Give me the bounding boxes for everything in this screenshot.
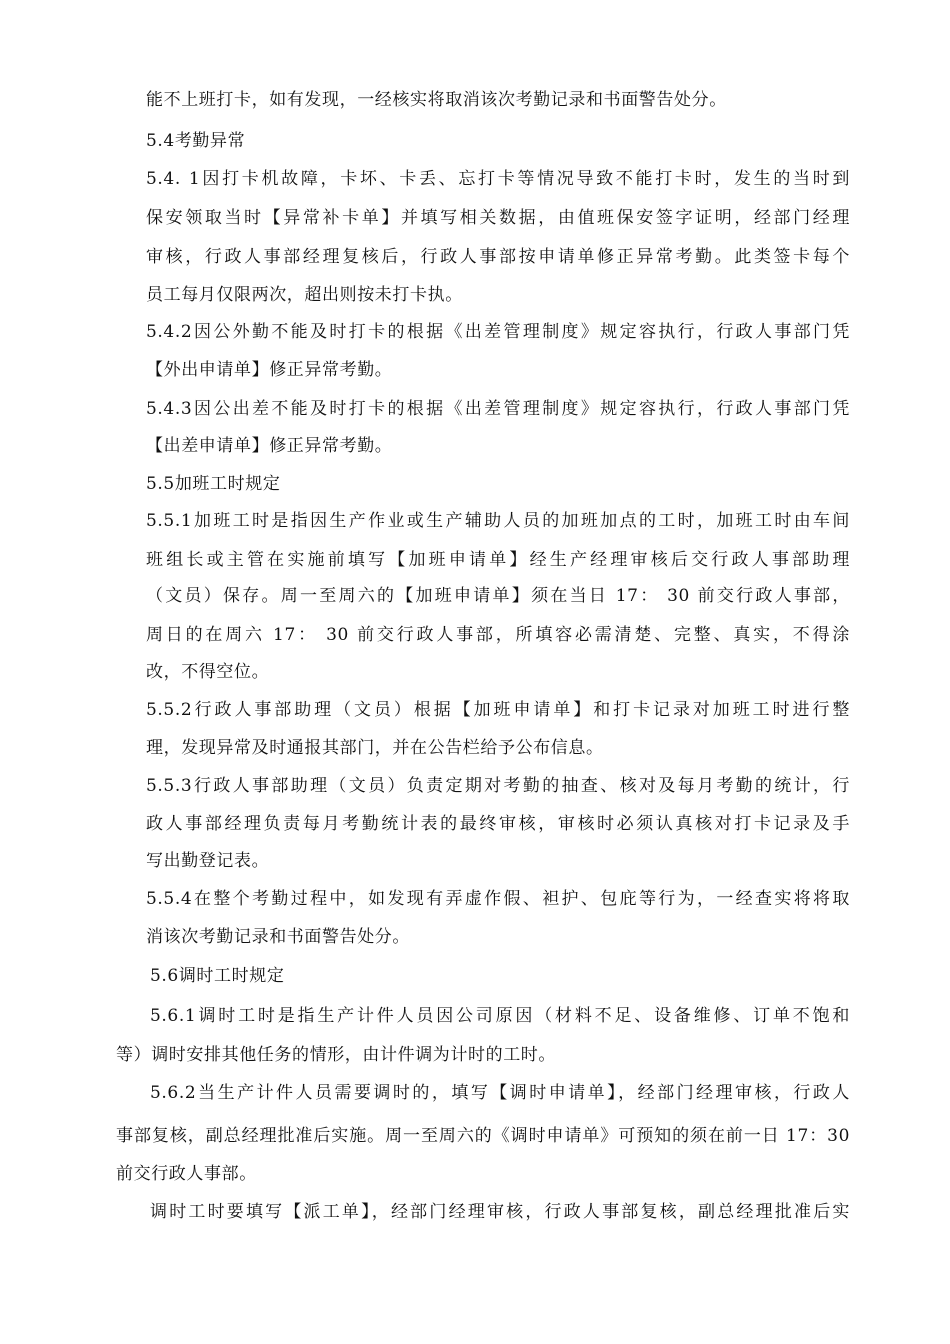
section-heading: 5.6调时工时规定 [150,966,285,986]
text-line: 5.5.3行政人事部助理（文员）负责定期对考勤的抽查、核对及每月考勤的统计，行 [146,776,850,796]
text-line: 周日的在周六 17： 30 前交行政人事部，所填容必需清楚、完整、真实，不得涂 [146,625,850,645]
text-line: 能不上班打卡，如有发现，一经核实将取消该次考勤记录和书面警告处分。 [146,90,727,110]
text-line: 保安领取当时【异常补卡单】并填写相关数据，由值班保安签字证明，经部门经理 [146,208,850,228]
text-line: 员工每月仅限两次，超出则按未打卡执。 [146,285,463,305]
text-line: 写出勤登记表。 [146,851,270,871]
text-line: 【出差申请单】修正异常考勤。 [146,436,393,456]
text-line: 5.5.1加班工时是指因生产作业或生产辅助人员的加班加点的工时，加班工时由车间 [146,511,850,531]
section-heading: 5.4考勤异常 [146,131,246,151]
text-line: 5.6.2当生产计件人员需要调时的，填写【调时申请单】，经部门经理审核，行政人 [150,1083,850,1103]
text-line: 理，发现异常及时通报其部门，并在公告栏给予公布信息。 [146,738,604,758]
text-line: 5.5.4在整个考勤过程中，如发现有弄虚作假、袒护、包庇等行为，一经查实将将取 [146,889,850,909]
text-line: 5.5.2行政人事部助理（文员）根据【加班申请单】和打卡记录对加班工时进行整 [146,700,850,720]
text-line: 前交行政人事部。 [116,1164,257,1184]
text-line: 政人事部经理负责每月考勤统计表的最终审核，审核时必须认真核对打卡记录及手 [146,814,850,834]
text-line: 5.6.1调时工时是指生产计件人员因公司原因（材料不足、设备维修、订单不饱和 [150,1006,850,1026]
text-line: 消该次考勤记录和书面警告处分。 [146,927,410,947]
text-line: 【外出申请单】修正异常考勤。 [146,360,393,380]
text-line: 事部复核，副总经理批准后实施。周一至周六的《调时申请单》可预知的须在前一日 17：30 [116,1126,850,1146]
text-line: 班组长或主管在实施前填写【加班申请单】经生产经理审核后交行政人事部助理 [146,550,850,570]
text-line: 5.4. 1因打卡机故障，卡坏、卡丢、忘打卡等情况导致不能打卡时，发生的当时到 [146,169,850,189]
text-line: 5.4.2因公外勤不能及时打卡的根据《出差管理制度》规定容执行，行政人事部门凭 [146,322,850,342]
text-line: 审核，行政人事部经理复核后，行政人事部按申请单修正异常考勤。此类签卡每个 [146,247,850,267]
section-heading: 5.5加班工时规定 [146,474,281,494]
text-line: （文员）保存。周一至周六的【加班申请单】须在当日 17： 30 前交行政人事部， [146,586,850,606]
text-line: 等）调时安排其他任务的情形，由计件调为计时的工时。 [116,1045,556,1065]
text-line: 5.4.3因公出差不能及时打卡的根据《出差管理制度》规定容执行，行政人事部门凭 [146,399,850,419]
text-line: 调时工时要填写【派工单】，经部门经理审核，行政人事部复核，副总经理批准后实 [150,1202,850,1222]
text-line: 改，不得空位。 [146,662,270,682]
